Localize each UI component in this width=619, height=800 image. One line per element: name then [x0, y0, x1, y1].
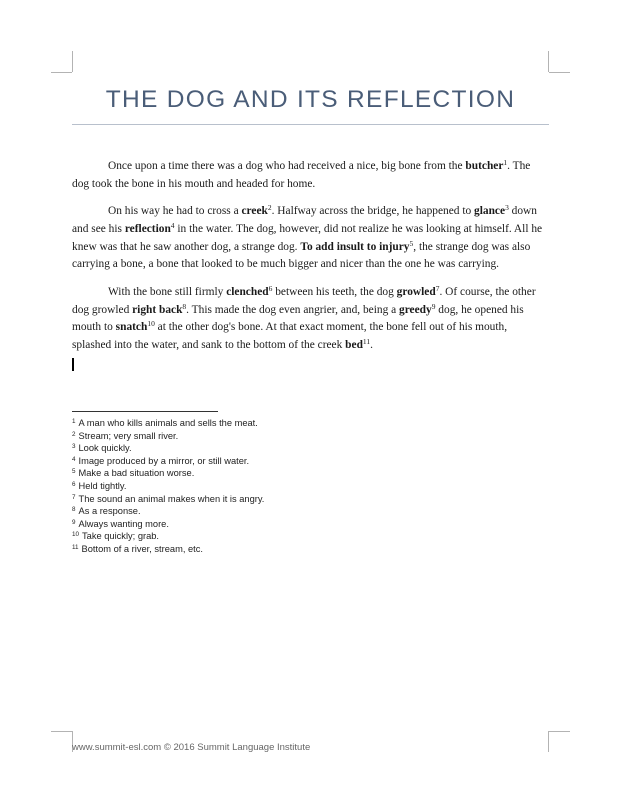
vocabulary-word: butcher	[465, 160, 504, 172]
footnote-item	[72, 417, 549, 430]
footnote-number: 6	[72, 480, 76, 488]
paragraph-text: On his way he had to cross a	[108, 205, 242, 218]
footnote-item	[72, 442, 549, 455]
vocabulary-word: greedy	[399, 303, 432, 316]
vocabulary-word: reflection	[124, 222, 171, 235]
footnote-number: 10	[72, 531, 80, 539]
vocabulary-word: creek	[241, 205, 268, 218]
paragraph-text: With the bone still firmly	[108, 285, 227, 298]
footnote-text: A man who kills animals and sells the meat.	[78, 418, 258, 428]
paragraph-text: Once upon a time there was a dog who had received a nice, big bone from the	[108, 160, 466, 172]
footnote-reference: 9	[431, 301, 436, 311]
footnote-reference: 11	[362, 337, 371, 347]
footnote-number: 5	[72, 468, 76, 476]
paragraph-text: . Of course, the other dog growled	[72, 285, 536, 316]
footnote-separator	[72, 411, 218, 412]
paragraph-text: at the other dog's bone. At that exact moment, the bone fell out of his mouth, splashed into the water, and sank to the bottom of the creek	[72, 321, 508, 352]
paragraph-text: down and see his	[72, 205, 537, 235]
footnote-item	[72, 480, 549, 493]
footnote-reference: 7	[435, 283, 440, 293]
footnote-number: 3	[72, 443, 76, 451]
footnote-number: 9	[72, 518, 76, 526]
footnote-number: 4	[72, 455, 76, 463]
footnote-reference: 2	[267, 203, 272, 213]
footnote-text: As a response.	[78, 506, 141, 517]
footnote-reference: 3	[505, 203, 509, 213]
footnote-number: 2	[72, 430, 76, 438]
vocabulary-word: bed	[345, 339, 363, 352]
footnote-reference: 10	[147, 319, 155, 329]
story-paragraph	[72, 284, 549, 355]
footnote-item	[72, 505, 549, 518]
story-paragraph	[72, 203, 549, 274]
paragraph-text: in the water. The dog, however, did not realize he was looking at himself. All he knew was that he saw another dog, a strange dog.	[72, 222, 543, 253]
footnote-text: Make a bad situation worse.	[78, 468, 195, 479]
footnote-item	[72, 467, 549, 480]
paragraph-text: . Halfway across the bridge, he happened to	[271, 205, 475, 218]
footnote-text: Stream; very small river.	[78, 430, 179, 441]
vocabulary-word: glance	[474, 205, 506, 218]
footnote-text: Take quickly; grab.	[82, 531, 160, 542]
document-title: THE DOG AND ITS REFLECTION	[105, 86, 516, 113]
footnote-text: Image produced by a mirror, or still water.	[78, 455, 250, 466]
vocabulary-word: clenched	[226, 285, 269, 298]
footnote-number: 8	[72, 506, 76, 514]
footnote-item	[72, 530, 549, 543]
footnote-reference: 6	[268, 283, 273, 293]
footnote-number: 7	[72, 493, 76, 501]
footnote-reference: 1	[503, 158, 508, 167]
story-paragraph	[72, 158, 549, 194]
vocabulary-word: growled	[396, 285, 436, 298]
paragraph-text: , the strange dog was also carrying a bone, a bone that looked to be much bigger and nicer than the one he was carrying.	[72, 240, 531, 271]
vocabulary-word: snatch	[115, 321, 148, 334]
title-underline	[72, 124, 549, 125]
footnote-reference: 8	[182, 301, 187, 311]
footnote-text: Bottom of a river, stream, etc.	[81, 543, 203, 554]
page-footer: www.summit-esl.com © 2016 Summit Language Institute	[72, 742, 311, 753]
footnote-text: Held tightly.	[78, 480, 127, 491]
footnote-item	[72, 543, 549, 556]
story-body[interactable]	[72, 158, 549, 364]
footnote-reference: 5	[409, 238, 414, 248]
text-cursor	[72, 358, 74, 371]
footnote-reference: 4	[170, 220, 175, 230]
footnote-number: 1	[72, 418, 76, 425]
footnote-text: Look quickly.	[78, 443, 132, 454]
footnote-item	[72, 518, 549, 531]
footnote-item	[72, 430, 549, 443]
paragraph-text: . The dog took the bone in his mouth and headed for home.	[72, 160, 531, 190]
vocabulary-word: right back	[132, 303, 183, 316]
footnote-item	[72, 493, 549, 506]
footnote-number: 11	[72, 543, 79, 551]
footnote-text: The sound an animal makes when it is angry.	[78, 493, 265, 504]
vocabulary-word: To add insult to injury	[300, 240, 410, 253]
footnote-item	[72, 455, 549, 468]
paragraph-text: .	[370, 339, 373, 352]
paragraph-text: dog, he opened his mouth to	[72, 303, 524, 334]
footnote-text: Always wanting more.	[78, 518, 169, 529]
paragraph-text: . This made the dog even angrier, and, being a	[186, 303, 400, 316]
paragraph-text: between his teeth, the dog	[272, 285, 397, 298]
footnotes-list	[72, 417, 549, 556]
